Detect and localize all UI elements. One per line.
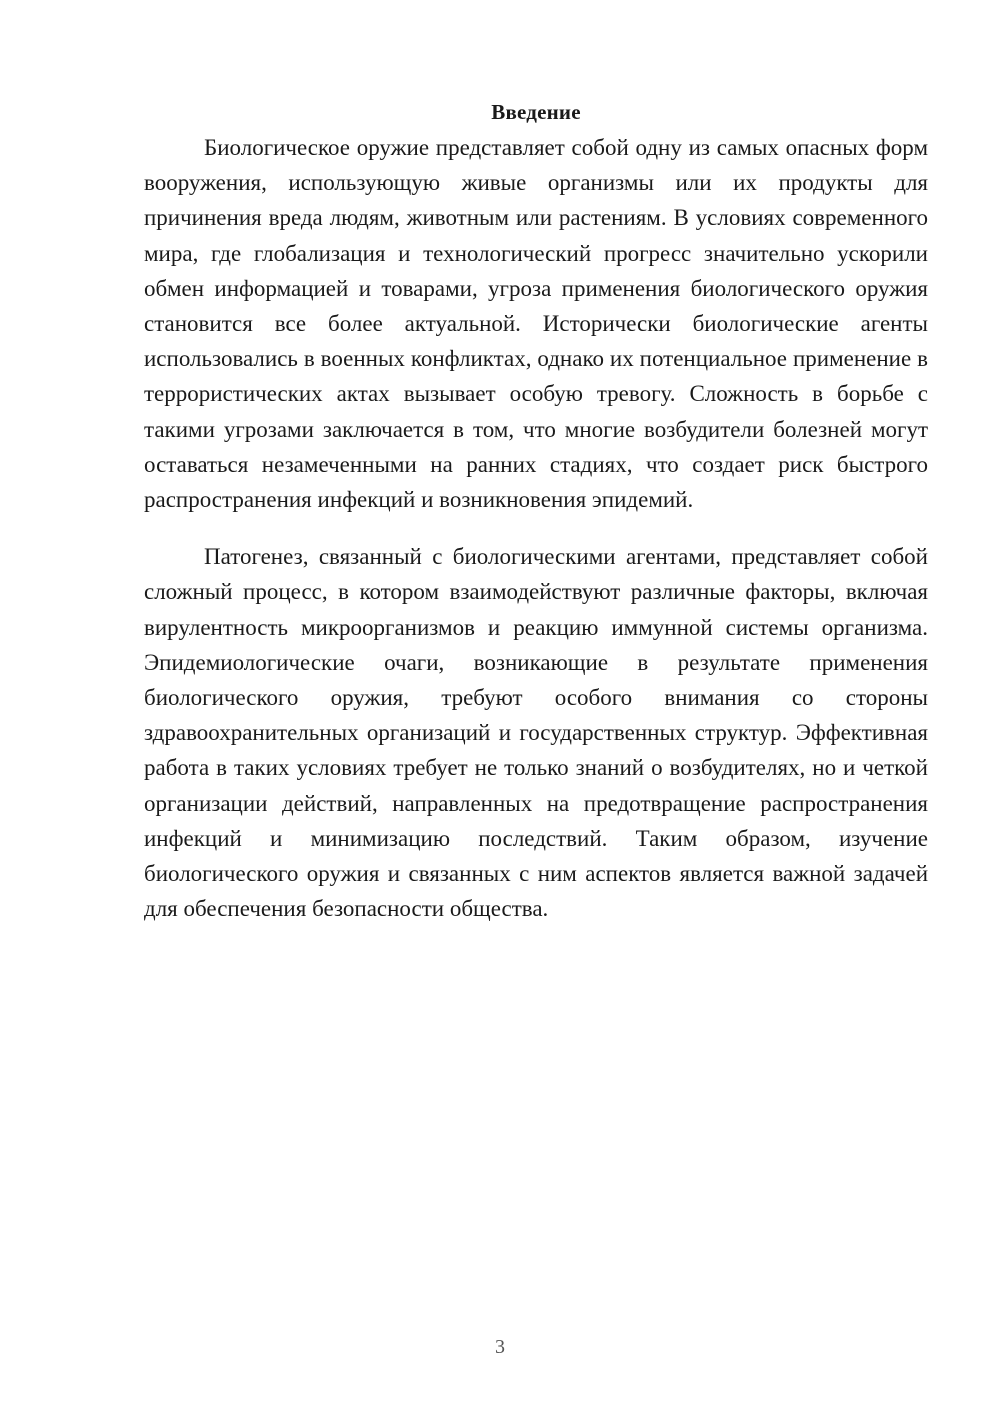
page-content: [144, 96, 928, 926]
paragraph-2: Патогенез, связанный с биологическими агентами, представляет собой сложный процесс, в котором взаимодействуют различные факторы, включая вирулентность микроорганизмов и реакцию иммунной системы организма. Эпидемиологические очаги, возникающие в результате применения биологического оружия, требуют особого внимания со стороны здравоохранительных организаций и государственных структур. Эффективная работа в таких условиях требует не только знаний о возбудителях, но и четкой организации действий, направленных на предотвращение распространения инфекций и минимизацию последствий. Таким образом, изучение биологического оружия и связанных с ним аспектов является важной задачей для обеспечения безопасности общества.: [144, 544, 928, 922]
page-number: 3: [495, 1336, 505, 1358]
section-heading: Введение: [491, 100, 581, 124]
paragraph-1: Биологическое оружие представляет собой одну из самых опасных форм вооружения, использующую живые организмы или их продукты для причинения вреда людям, животным или растениям. В условиях современного мира, где глобализация и технологический прогресс значительно ускорили обмен информацией и товарами, угроза применения биологического оружия становится все более актуальной. Исторически биологические агенты использовались в военных конфликтах, однако их потенциальное применение в террористических актах вызывает особую тревогу. Сложность в борьбе с такими угрозами заключается в том, что многие возбудители болезней могут оставаться незамеченными на ранних стадиях, что создает риск быстрого распространения инфекций и возникновения эпидемий.: [144, 135, 928, 513]
